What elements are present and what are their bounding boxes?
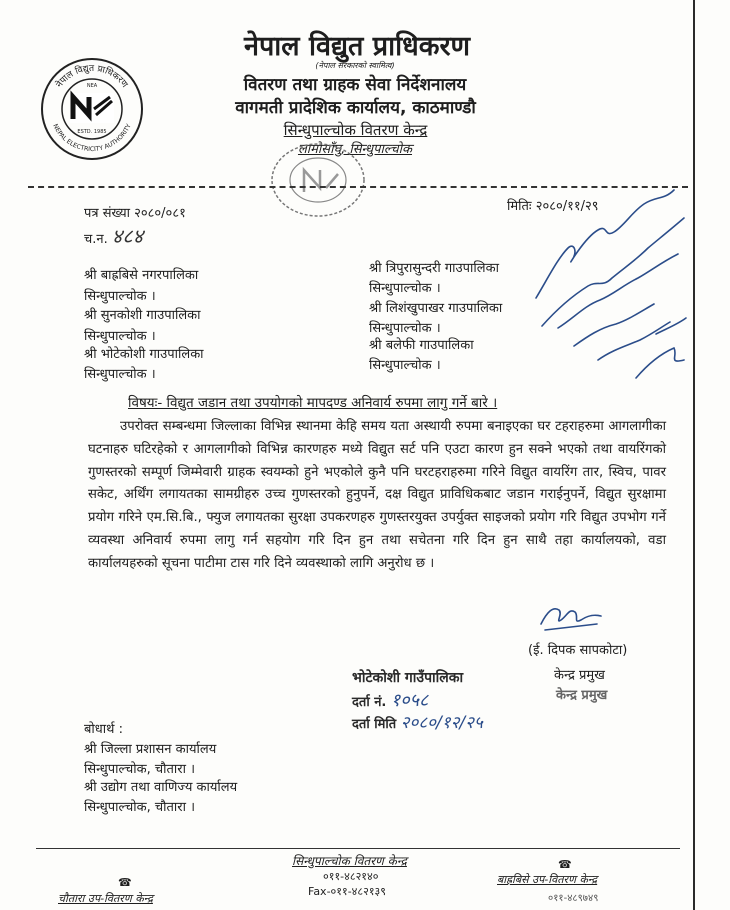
office-seal xyxy=(268,140,368,220)
dispatch-value: ४८४ xyxy=(111,224,144,248)
received-stamp-office: भोटेकोशी गाउँपालिका xyxy=(352,670,464,686)
recipient-name: श्री बलेफी गाउपालिका xyxy=(369,338,474,353)
recipient-district: सिन्धुपाल्चोक । xyxy=(369,321,441,336)
received-number-label: दर्ता नं. xyxy=(352,695,387,710)
recipient-district: सिन्धुपाल्चोक । xyxy=(369,281,441,296)
received-date-label: दर्ता मिति xyxy=(352,717,397,732)
recipient-name: श्री सुनकोशी गाउपालिका xyxy=(84,308,201,323)
footer-right-phone: ०११-४८९७४९ xyxy=(548,893,599,904)
date-value: २०८०/११/२९ xyxy=(535,199,599,214)
footer-divider xyxy=(36,848,680,849)
office-location: लामोसाँघु, सिन्धुपाल्चोक xyxy=(297,142,413,157)
handwritten-note xyxy=(528,178,690,388)
cc-place: सिन्धुपाल्चोक, चौतारा । xyxy=(84,800,196,815)
reference-number xyxy=(84,203,186,221)
signatory-stamp: केन्द्र प्रमुख xyxy=(556,688,608,703)
received-date-value: २०८०/१२/२५ xyxy=(400,713,483,733)
received-stamp-number xyxy=(352,688,428,712)
dispatch-label: च.न. xyxy=(84,232,108,247)
phone-icon: ☎ xyxy=(118,876,132,889)
office-directorate: वितरण तथा ग्राहक सेवा निर्देशनालय xyxy=(243,75,467,95)
signatory-name: (ई. दिपक सापकोटा) xyxy=(528,643,628,658)
office-center: सिन्धुपाल्चोक वितरण केन्द्र xyxy=(283,121,428,139)
recipient-name: श्री बाह्रबिसे नगरपालिका xyxy=(84,268,199,283)
footer-right-office: बाह्रबिसे उप-वितरण केन्द्र xyxy=(497,873,598,886)
recipient-name: श्री लिशंखुपाखर गाउपालिका xyxy=(369,301,503,316)
logo-bottom-text: NEPAL ELECTRICITY AUTHORITY xyxy=(51,123,133,154)
recipient-district: सिन्धुपाल्चोक । xyxy=(369,358,441,373)
footer-center-phone: ०११-४८२१४० xyxy=(323,870,379,883)
phone-icon: ☎ xyxy=(558,858,572,871)
logo-top-text: नेपाल विद्युत प्राधिकरण xyxy=(54,63,130,90)
cc-name: श्री उद्योग तथा वाणिज्य कार्यालय xyxy=(84,780,238,795)
recipient-district: सिन्धुपाल्चोक । xyxy=(84,289,156,304)
letter-body xyxy=(88,416,666,576)
nea-logo xyxy=(40,57,144,161)
org-subtitle: (नेपाल सरकारको स्वामित्व) xyxy=(315,61,395,70)
date-label: मितिः xyxy=(507,199,532,214)
page-edge xyxy=(693,0,695,910)
logo-estd: ESTD. 1985 xyxy=(77,129,107,135)
footer-left-office: चौतारा उप-वितरण केन्द्र xyxy=(58,892,153,905)
dispatch-number xyxy=(84,222,143,249)
footer-center-office: सिन्धुपाल्चोक वितरण केन्द्र xyxy=(292,854,407,868)
letter-body-text: उपरोक्त सम्बन्धमा जिल्लाका विभिन्न स्थानमा केहि समय यता अस्थायी रुपमा बनाइएका घर टहराहरुमा आगलागीका घटनाहरु घटिरहेको र आगलागीको विभिन्न कारणहरु मध्ये विद्युत सर्ट पनि एउटा कारण हुन सक्ने भएको तथा वायरिंगको गुणस्तरको सम्पूर्ण जिम्मेवारी ग्राहक स्वयम्को हुने भएकोले कुनै पनि घरटहराहरुमा गरिने विद्युत वायरिंग तार, स्विच, पावर सकेट, अर्थिंग लगायतका सामग्रीहरु उच्च गुणस्तरको हुनुपर्ने, दक्ष विद्युत प्राविधिकबाट जडान गराईनुपर्ने, विद्युत सुरक्षामा प्रयोग गरिने एम.सि.बि., फ्युज लगायतका सुरक्षा उपकरणहरु गुणस्तरयुक्त उपर्युक्त साइजको प्रयोग गरि विद्युत उपभोग गर्ने व्यवस्था अनिवार्य रुपमा लागु गर्न सहयोग गरि दिन हुन तथा सचेतना गरि दिन हुन साथै तहा कार्यालयको, वडा कार्यालयहरुको सूचना पाटीमा टास गरि दिने व्यवस्थाको लागि अनुरोध छ । xyxy=(88,419,666,571)
cc-place: सिन्धुपाल्चोक, चौतारा । xyxy=(84,762,196,777)
reference-value: २०८०/०८१ xyxy=(134,206,186,221)
recipient-district: सिन्धुपाल्चोक । xyxy=(84,367,156,382)
subject-line: विषयः- विद्युत जडान तथा उपयोगको मापदण्ड अनिवार्य रुपमा लागु गर्ने बारे । xyxy=(128,395,498,411)
cc-name: श्री जिल्ला प्रशासन कार्यालय xyxy=(84,742,217,757)
recipient-name: श्री भोटेकोशी गाउपालिका xyxy=(84,347,204,362)
signatory-title: केन्द्र प्रमुख xyxy=(554,668,605,683)
logo-mark: NEA xyxy=(86,83,98,89)
org-name: नेपाल विद्युत प्राधिकरण xyxy=(243,31,471,62)
recipient-district: सिन्धुपाल्चोक । xyxy=(84,329,156,344)
signature xyxy=(535,598,605,638)
office-regional: वागमती प्रादेशिक कार्यालय, काठमाण्डौ xyxy=(235,98,476,118)
received-number-value: १०५८ xyxy=(390,690,429,711)
cc-label: बोधार्थ : xyxy=(84,722,123,737)
svg-text:NEPAL ELECTRICITY AUTHORITY xyxy=(51,123,132,153)
footer-center-fax: Fax-०११-४८२१३९ xyxy=(308,885,386,898)
received-stamp-date xyxy=(352,710,483,733)
reference-label: पत्र संख्या xyxy=(84,206,130,221)
recipient-name: श्री त्रिपुरासुन्दरी गाउपालिका xyxy=(369,261,499,276)
